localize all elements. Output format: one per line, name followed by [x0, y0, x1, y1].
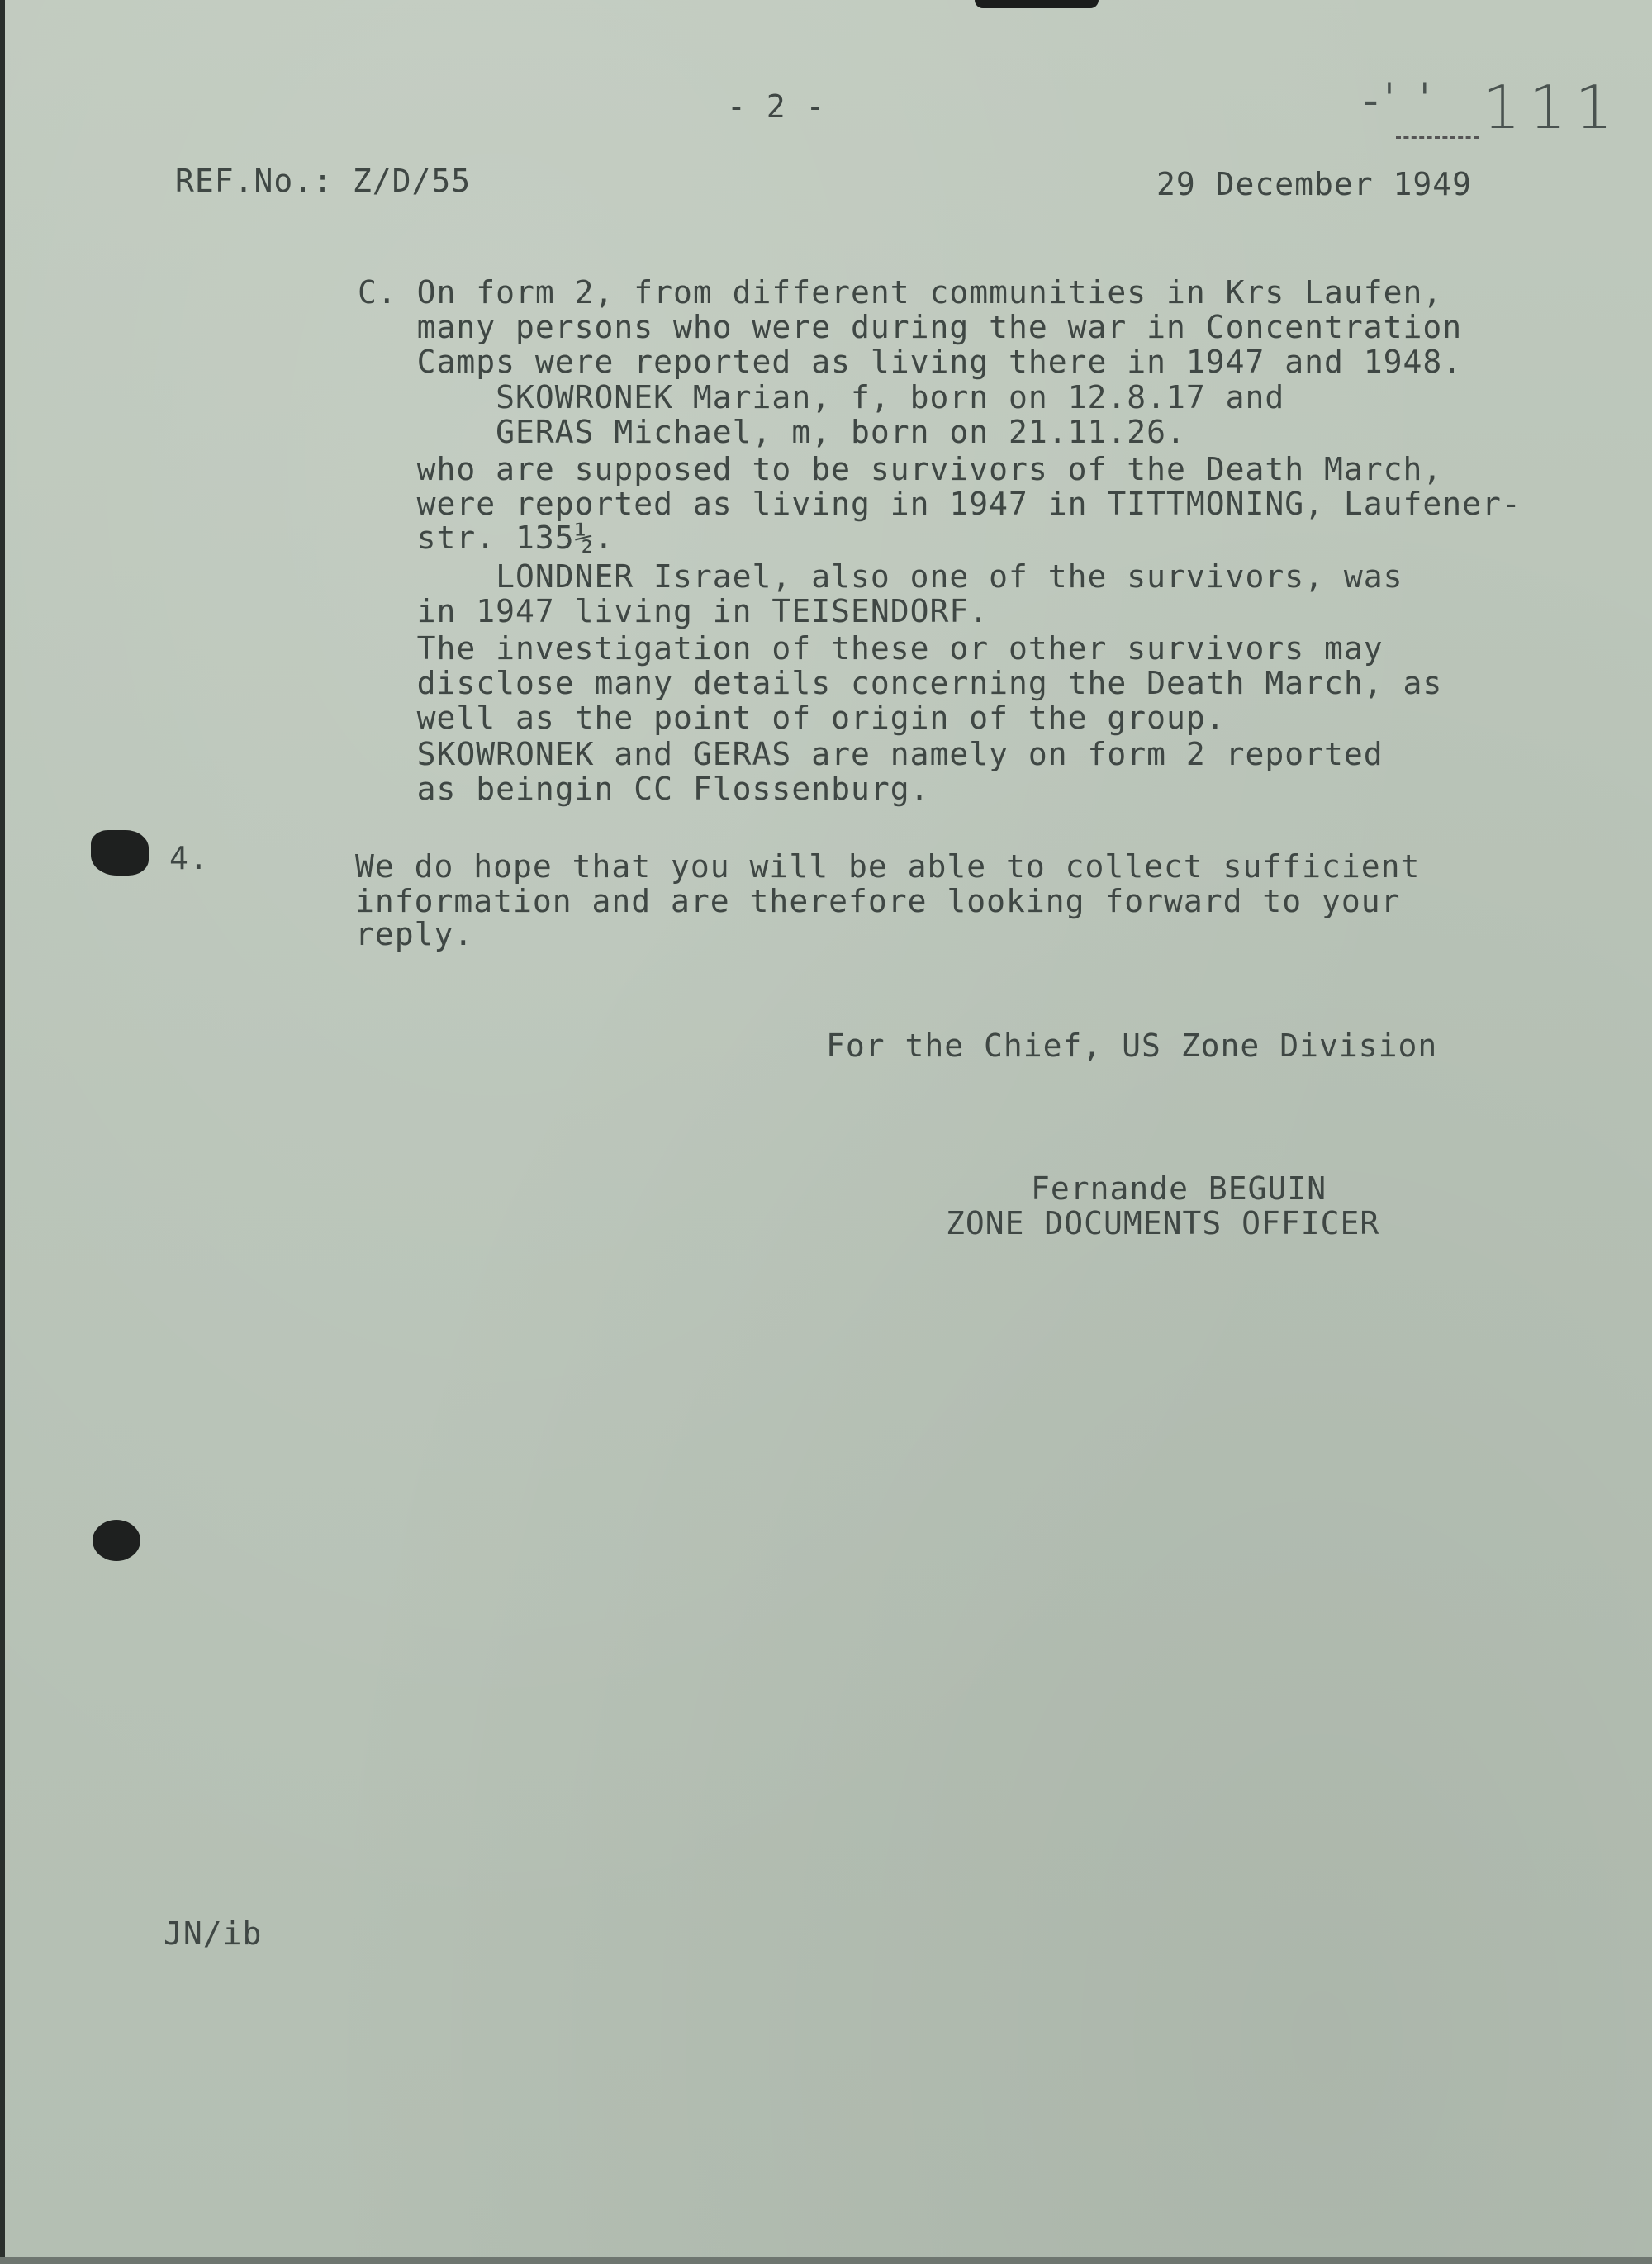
paragraph-c-line: str. 135½. [358, 520, 615, 556]
page-edge-shadow [0, 0, 5, 2264]
paragraph-c-line: SKOWRONEK and GERAS are namely on form 2 reported [358, 736, 1384, 772]
typist-initials: JN/ib [164, 1915, 263, 1952]
paragraph-c-line: who are supposed to be survivors of the Death March, [358, 451, 1443, 487]
paragraph-c-line: as beingin CC Flossenburg. [358, 771, 930, 807]
paragraph-4-line: reply. [355, 916, 474, 952]
page-bottom-edge [0, 2257, 1652, 2264]
paragraph-c-line: The investigation of these or other survivors may [358, 630, 1384, 667]
archive-page-stamp: 111 [1483, 73, 1621, 142]
paragraph-c-line: disclose many details concerning the Death March, as [358, 665, 1443, 701]
paragraph-4-line: information and are therefore looking forward to your [355, 883, 1401, 919]
paragraph-c-line: Camps were reported as living there in 1947 and 1948. [358, 344, 1463, 380]
paragraph-c-line: in 1947 living in TEISENDORF. [358, 593, 990, 629]
paragraph-c-line: LONDNER Israel, also one of the survivors, was [358, 558, 1403, 595]
punch-hole [91, 830, 149, 876]
paragraph-c-line: C. On form 2, from different communities in Krs Laufen, [358, 274, 1443, 311]
paragraph-c-line: were reported as living in 1947 in TITTMONING, Laufener- [358, 486, 1521, 522]
paragraph-c-line: well as the point of origin of the group. [358, 700, 1226, 736]
punch-hole [93, 1520, 140, 1561]
paragraph-c-line: GERAS Michael, m, born on 21.11.26. [358, 414, 1186, 450]
letter-date: 29 December 1949 [1156, 166, 1473, 202]
stamp-underline [1396, 136, 1479, 139]
reference-number: REF.No.: Z/D/55 [175, 163, 472, 199]
paragraph-c-line: SKOWRONEK Marian, f, born on 12.8.17 and [358, 379, 1285, 415]
ink-blot [975, 0, 1099, 8]
signature-closing: For the Chief, US Zone Division [826, 1028, 1438, 1064]
page-number: - 2 - [727, 88, 826, 125]
paragraph-4-line: We do hope that you will be able to collect sufficient [355, 848, 1421, 885]
stamp-mark: -ˈ ˈ [1363, 76, 1436, 126]
signatory-name: Fernande BEGUIN [1031, 1170, 1327, 1207]
paragraph-4-number: 4. [169, 840, 209, 876]
signatory-title: ZONE DOCUMENTS OFFICER [946, 1205, 1380, 1241]
paragraph-c-line: many persons who were during the war in Concentration [358, 309, 1463, 345]
